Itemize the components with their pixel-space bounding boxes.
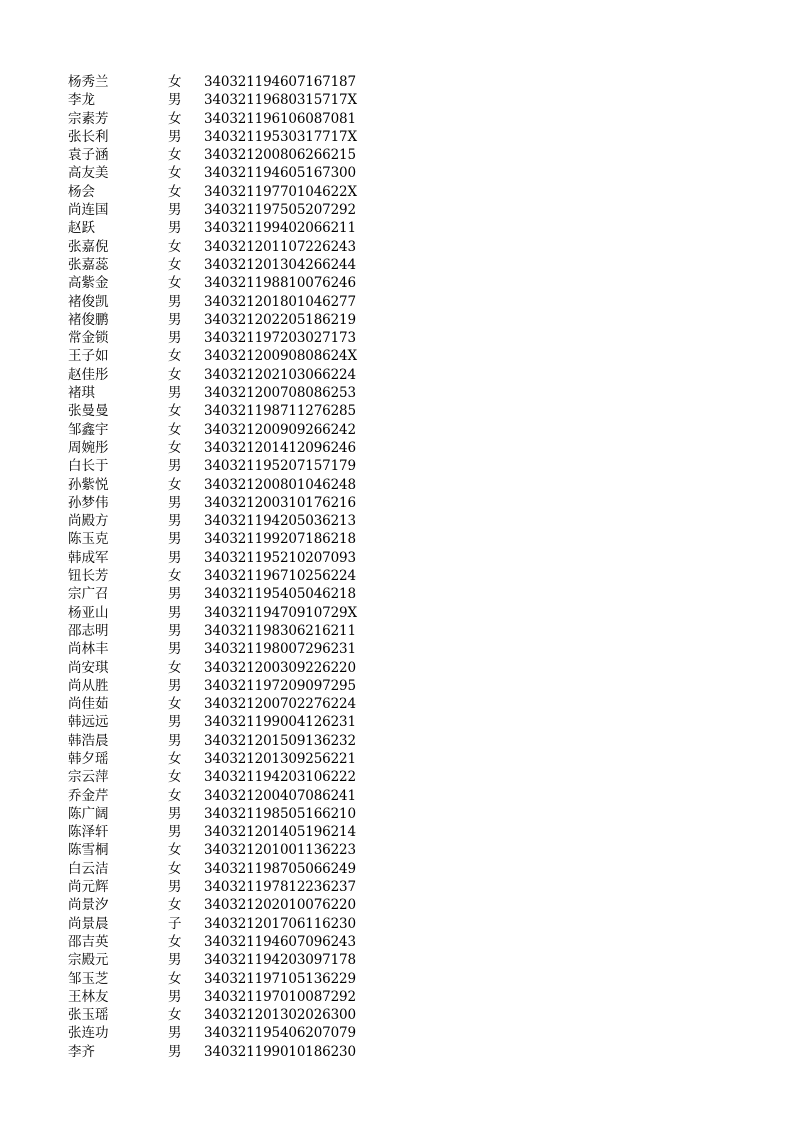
person-name: 王林友 — [68, 988, 109, 1005]
id-number: 340321197105136229 — [204, 970, 356, 987]
person-name: 陈玉克 — [68, 531, 109, 548]
table-row — [68, 970, 368, 988]
person-gender: 男 — [168, 604, 182, 621]
id-number: 340321195207157179 — [204, 458, 356, 475]
person-gender: 男 — [168, 385, 182, 402]
person-gender: 女 — [168, 165, 182, 182]
table-row — [68, 841, 368, 859]
person-gender: 男 — [168, 586, 182, 603]
person-name: 张嘉蕊 — [68, 256, 109, 273]
person-name: 乔金芹 — [68, 787, 109, 804]
person-gender: 男 — [168, 879, 182, 896]
person-name: 陈广阔 — [68, 805, 109, 822]
id-number: 34032119530317717X — [204, 128, 357, 145]
person-gender: 女 — [168, 439, 182, 456]
person-name: 尚佳茹 — [68, 696, 109, 713]
person-name: 陈雪桐 — [68, 842, 109, 859]
table-row — [68, 219, 368, 237]
table-row — [68, 91, 368, 109]
table-row — [68, 860, 368, 878]
id-number: 340321197203027173 — [204, 330, 356, 347]
person-name: 张曼曼 — [68, 403, 109, 420]
person-name: 杨亚山 — [68, 604, 109, 621]
table-row — [68, 494, 368, 512]
id-number: 34032119770104622X — [204, 183, 357, 200]
id-number: 340321198810076246 — [204, 275, 356, 292]
person-name: 李龙 — [68, 92, 95, 109]
person-name: 张连功 — [68, 1025, 109, 1042]
table-row — [68, 421, 368, 439]
person-gender: 女 — [168, 183, 182, 200]
id-number: 340321200801046248 — [204, 476, 356, 493]
id-number: 340321196106087081 — [204, 110, 356, 127]
table-row — [68, 604, 368, 622]
id-number: 340321200310176216 — [204, 494, 356, 511]
table-row — [68, 366, 368, 384]
person-name: 尚元辉 — [68, 879, 109, 896]
id-number: 34032119680315717X — [204, 92, 357, 109]
id-number: 340321202205186219 — [204, 311, 356, 328]
person-name: 褚俊凯 — [68, 293, 109, 310]
person-name: 钮长芳 — [68, 568, 109, 585]
person-gender: 男 — [168, 952, 182, 969]
id-number: 340321200702276224 — [204, 696, 356, 713]
table-row — [68, 659, 368, 677]
person-name: 王子如 — [68, 348, 109, 365]
person-name: 杨会 — [68, 183, 95, 200]
person-name: 宗云萍 — [68, 769, 109, 786]
person-name: 高友美 — [68, 165, 109, 182]
person-name: 宗素芳 — [68, 110, 109, 127]
person-name: 宗广召 — [68, 586, 109, 603]
id-number: 340321197812236237 — [204, 879, 356, 896]
id-number: 34032120090808624X — [204, 348, 357, 365]
id-number: 340321201302026300 — [204, 1007, 356, 1024]
id-number: 340321200407086241 — [204, 787, 356, 804]
id-number: 340321199010186230 — [204, 1043, 356, 1060]
id-number: 340321197010087292 — [204, 988, 356, 1005]
person-name: 韩浩晨 — [68, 732, 109, 749]
person-gender: 男 — [168, 677, 182, 694]
id-number: 340321194205036213 — [204, 513, 356, 530]
person-name: 韩成军 — [68, 549, 109, 566]
person-gender: 男 — [168, 714, 182, 731]
id-number: 340321201706116230 — [204, 915, 356, 932]
person-name: 白长于 — [68, 458, 109, 475]
table-row — [68, 622, 368, 640]
table-row — [68, 164, 368, 182]
id-number: 340321201107226243 — [204, 238, 356, 255]
person-name: 赵佳彤 — [68, 366, 109, 383]
person-name: 张嘉倪 — [68, 238, 109, 255]
table-row — [68, 549, 368, 567]
id-number: 340321199207186218 — [204, 531, 356, 548]
person-gender: 女 — [168, 659, 182, 676]
table-row — [68, 787, 368, 805]
table-row — [68, 293, 368, 311]
person-gender: 女 — [168, 366, 182, 383]
table-row — [68, 384, 368, 402]
person-gender: 女 — [168, 1007, 182, 1024]
id-number: 340321195406207079 — [204, 1025, 356, 1042]
table-row — [68, 768, 368, 786]
person-gender: 女 — [168, 860, 182, 877]
person-gender: 男 — [168, 293, 182, 310]
table-row — [68, 530, 368, 548]
table-row — [68, 1043, 368, 1061]
table-row — [68, 805, 368, 823]
person-name: 陈泽轩 — [68, 824, 109, 841]
person-gender: 男 — [168, 513, 182, 530]
person-name: 宗殿元 — [68, 952, 109, 969]
table-row — [68, 585, 368, 603]
person-name: 韩夕瑶 — [68, 750, 109, 767]
person-gender: 女 — [168, 238, 182, 255]
id-number: 340321199004126231 — [204, 714, 356, 731]
person-name: 赵跃 — [68, 220, 95, 237]
table-row — [68, 732, 368, 750]
person-gender: 男 — [168, 311, 182, 328]
table-row — [68, 567, 368, 585]
table-row — [68, 988, 368, 1006]
table-row — [68, 713, 368, 731]
person-name: 张长利 — [68, 128, 109, 145]
id-number: 340321200806266215 — [204, 147, 356, 164]
id-number: 340321197505207292 — [204, 202, 356, 219]
id-number: 340321195405046218 — [204, 586, 356, 603]
person-name: 周婉彤 — [68, 439, 109, 456]
person-name: 韩远远 — [68, 714, 109, 731]
person-gender: 女 — [168, 476, 182, 493]
person-gender: 女 — [168, 933, 182, 950]
table-row — [68, 347, 368, 365]
id-number: 340321201309256221 — [204, 750, 356, 767]
table-row — [68, 73, 368, 91]
id-number: 340321198505166210 — [204, 805, 356, 822]
id-number: 340321200909266242 — [204, 421, 356, 438]
person-gender: 男 — [168, 128, 182, 145]
person-name: 邹玉芝 — [68, 970, 109, 987]
table-row — [68, 110, 368, 128]
person-gender: 女 — [168, 403, 182, 420]
person-name: 褚琪 — [68, 385, 95, 402]
person-gender: 女 — [168, 750, 182, 767]
table-row — [68, 750, 368, 768]
person-name: 尚连国 — [68, 202, 109, 219]
person-gender: 女 — [168, 256, 182, 273]
person-gender: 女 — [168, 897, 182, 914]
person-gender: 男 — [168, 641, 182, 658]
table-row — [68, 1024, 368, 1042]
person-gender: 男 — [168, 1025, 182, 1042]
person-name: 白云洁 — [68, 860, 109, 877]
table-row — [68, 402, 368, 420]
person-gender: 女 — [168, 74, 182, 90]
person-gender: 男 — [168, 549, 182, 566]
table-row — [68, 329, 368, 347]
table-row — [68, 915, 368, 933]
person-gender: 男 — [168, 202, 182, 219]
person-gender: 女 — [168, 970, 182, 987]
person-gender: 男 — [168, 1043, 182, 1060]
person-gender: 女 — [168, 275, 182, 292]
person-gender: 女 — [168, 147, 182, 164]
roster-table — [68, 73, 368, 1061]
person-gender: 女 — [168, 696, 182, 713]
person-gender: 女 — [168, 348, 182, 365]
table-row — [68, 256, 368, 274]
person-gender: 男 — [168, 805, 182, 822]
id-number: 340321198705066249 — [204, 860, 356, 877]
id-number: 340321198306216211 — [204, 622, 356, 639]
table-row — [68, 695, 368, 713]
table-row — [68, 1006, 368, 1024]
person-gender: 男 — [168, 494, 182, 511]
person-name: 袁子涵 — [68, 147, 109, 164]
person-name: 孙紫悦 — [68, 476, 109, 493]
person-gender: 子 — [168, 915, 182, 932]
table-row — [68, 896, 368, 914]
person-name: 尚景汐 — [68, 897, 109, 914]
table-row — [68, 476, 368, 494]
table-row — [68, 238, 368, 256]
id-number: 34032119470910729X — [204, 604, 357, 621]
id-number: 340321194605167300 — [204, 165, 356, 182]
id-number: 340321199402066211 — [204, 220, 356, 237]
id-number: 340321194607096243 — [204, 933, 356, 950]
table-row — [68, 311, 368, 329]
table-row — [68, 878, 368, 896]
id-number: 340321194203106222 — [204, 769, 356, 786]
person-gender: 男 — [168, 330, 182, 347]
id-number: 340321200708086253 — [204, 385, 356, 402]
table-row — [68, 951, 368, 969]
person-name: 尚从胜 — [68, 677, 109, 694]
id-number: 340321201304266244 — [204, 256, 356, 273]
table-row — [68, 201, 368, 219]
id-number: 340321202010076220 — [204, 897, 356, 914]
person-name: 邹鑫宇 — [68, 421, 109, 438]
person-name: 李齐 — [68, 1043, 95, 1060]
table-row — [68, 823, 368, 841]
person-name: 尚安琪 — [68, 659, 109, 676]
person-gender: 男 — [168, 458, 182, 475]
person-name: 杨秀兰 — [68, 74, 109, 90]
id-number: 340321201509136232 — [204, 732, 356, 749]
id-number: 340321198007296231 — [204, 641, 356, 658]
table-row — [68, 274, 368, 292]
id-number: 340321198711276285 — [204, 403, 356, 420]
table-row — [68, 512, 368, 530]
person-gender: 男 — [168, 988, 182, 1005]
person-name: 尚景晨 — [68, 915, 109, 932]
person-name: 尚殿方 — [68, 513, 109, 530]
person-name: 褚俊鹏 — [68, 311, 109, 328]
id-number: 340321201801046277 — [204, 293, 356, 310]
person-gender: 男 — [168, 531, 182, 548]
table-row — [68, 677, 368, 695]
id-number: 340321201412096246 — [204, 439, 356, 456]
person-gender: 男 — [168, 732, 182, 749]
table-row — [68, 183, 368, 201]
person-gender: 女 — [168, 769, 182, 786]
person-gender: 男 — [168, 92, 182, 109]
table-row — [68, 146, 368, 164]
person-name: 高紫金 — [68, 275, 109, 292]
person-name: 邵吉英 — [68, 933, 109, 950]
person-gender: 男 — [168, 622, 182, 639]
table-row — [68, 457, 368, 475]
id-number: 340321201405196214 — [204, 824, 356, 841]
person-name: 尚林丰 — [68, 641, 109, 658]
table-row — [68, 128, 368, 146]
table-row — [68, 439, 368, 457]
person-name: 邵志明 — [68, 622, 109, 639]
id-number: 340321200309226220 — [204, 659, 356, 676]
table-row — [68, 933, 368, 951]
id-number: 340321201001136223 — [204, 842, 356, 859]
person-gender: 女 — [168, 787, 182, 804]
person-gender: 男 — [168, 824, 182, 841]
id-number: 340321194607167187 — [204, 74, 356, 90]
person-gender: 男 — [168, 220, 182, 237]
person-gender: 女 — [168, 110, 182, 127]
person-gender: 女 — [168, 421, 182, 438]
id-number: 340321194203097178 — [204, 952, 356, 969]
person-gender: 女 — [168, 568, 182, 585]
id-number: 340321196710256224 — [204, 568, 356, 585]
person-name: 张玉瑶 — [68, 1007, 109, 1024]
person-name: 常金锁 — [68, 330, 109, 347]
person-gender: 女 — [168, 842, 182, 859]
table-row — [68, 640, 368, 658]
person-name: 孙梦伟 — [68, 494, 109, 511]
id-number: 340321197209097295 — [204, 677, 356, 694]
id-number: 340321202103066224 — [204, 366, 356, 383]
id-number: 340321195210207093 — [204, 549, 356, 566]
